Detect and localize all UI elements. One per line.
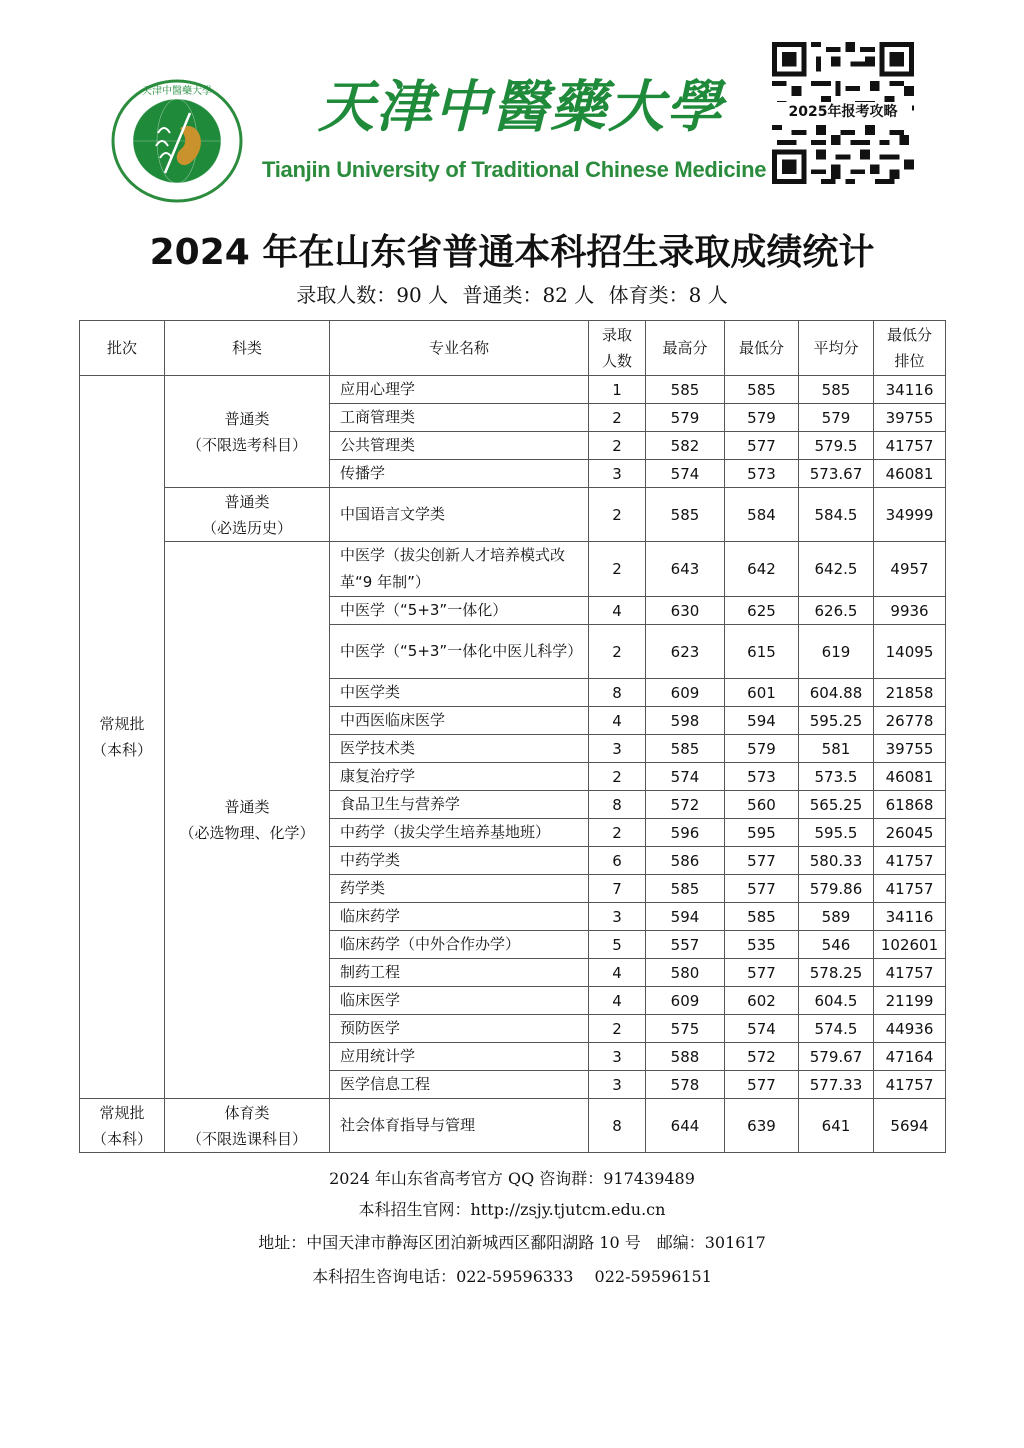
major-name: 预防医学 (330, 1015, 589, 1043)
category-cell-sports (165, 1099, 330, 1153)
major-name: 公共管理类 (330, 432, 589, 460)
avg-score: 574.5 (799, 1015, 874, 1043)
avg-score: 578.25 (799, 959, 874, 987)
header-batch: 批次 (80, 321, 165, 376)
min-score: 577 (725, 959, 799, 987)
max-score: 585 (646, 875, 725, 903)
min-score: 642 (725, 542, 799, 597)
header-category: 科类 (165, 321, 330, 376)
group-label: 体育类 (224, 1103, 270, 1122)
max-score: 574 (646, 460, 725, 488)
admitted-count: 2 (589, 625, 646, 679)
min-score: 574 (725, 1015, 799, 1043)
min-score: 639 (725, 1099, 799, 1153)
max-score: 609 (646, 679, 725, 707)
min-score: 572 (725, 1043, 799, 1071)
category-cell-general-unrestricted (165, 376, 330, 488)
page-title: 2024 年在山东省普通本科招生录取成绩统计 (149, 232, 875, 273)
max-score: 594 (646, 903, 725, 931)
max-score: 582 (646, 432, 725, 460)
min-score: 535 (725, 931, 799, 959)
admitted-count: 2 (589, 1015, 646, 1043)
major-name: 中医学（“5+3”一体化中医儿科学） (330, 625, 589, 679)
max-score: 643 (646, 542, 725, 597)
category-cell-general-history (165, 488, 330, 542)
avg-score: 584.5 (799, 488, 874, 542)
major-name: 康复治疗学 (330, 763, 589, 791)
max-score: 574 (646, 763, 725, 791)
max-score: 578 (646, 1071, 725, 1099)
brand-name-english: Tianjin University of Traditional Chinese Medicine (262, 157, 767, 182)
brand-name-chinese: 天津中醫藥大學 (318, 74, 724, 140)
min-score-rank: 46081 (874, 763, 946, 791)
max-score: 609 (646, 987, 725, 1015)
avg-score: 589 (799, 903, 874, 931)
min-score: 585 (725, 903, 799, 931)
major-name: 中医学（拔尖创新人才培养模式改革“9 年制”） (330, 542, 589, 597)
avg-score: 579.5 (799, 432, 874, 460)
table-row (80, 542, 946, 597)
min-score: 577 (725, 875, 799, 903)
major-name: 应用统计学 (330, 1043, 589, 1071)
admitted-count: 1 (589, 376, 646, 404)
admitted-count: 3 (589, 1071, 646, 1099)
min-score-rank: 26778 (874, 707, 946, 735)
admitted-count: 4 (589, 707, 646, 735)
min-score-rank: 39755 (874, 735, 946, 763)
admitted-count: 3 (589, 460, 646, 488)
group-sublabel: （不限选课科目） (186, 1129, 307, 1148)
min-score-rank: 41757 (874, 875, 946, 903)
max-score: 586 (646, 847, 725, 875)
avg-score: 577.33 (799, 1071, 874, 1099)
admitted-count: 6 (589, 847, 646, 875)
admission-score-table (79, 320, 946, 1153)
footer-qq-group: 2024 年山东省高考官方 QQ 咨询群：917439489 (329, 1169, 695, 1188)
avg-score: 619 (799, 625, 874, 679)
group-sublabel: （不限选考科目） (186, 435, 307, 454)
min-score: 595 (725, 819, 799, 847)
max-score: 644 (646, 1099, 725, 1153)
min-score: 584 (725, 488, 799, 542)
min-score: 573 (725, 763, 799, 791)
header-avg-score: 平均分 (799, 321, 874, 376)
avg-score: 604.5 (799, 987, 874, 1015)
max-score: 630 (646, 597, 725, 625)
table-header-row (80, 321, 946, 376)
header-max-score: 最高分 (646, 321, 725, 376)
max-score: 588 (646, 1043, 725, 1071)
max-score: 623 (646, 625, 725, 679)
max-score: 598 (646, 707, 725, 735)
min-score-rank: 4957 (874, 542, 946, 597)
avg-score: 642.5 (799, 542, 874, 597)
min-score-rank: 5694 (874, 1099, 946, 1153)
major-name: 临床药学 (330, 903, 589, 931)
min-score-rank: 44936 (874, 1015, 946, 1043)
admitted-count: 2 (589, 763, 646, 791)
max-score: 575 (646, 1015, 725, 1043)
group-sublabel: （必选历史） (201, 518, 292, 537)
min-score: 560 (725, 791, 799, 819)
major-name: 中医学类 (330, 679, 589, 707)
major-name: 医学信息工程 (330, 1071, 589, 1099)
header-count: 录取 人数 (589, 321, 646, 376)
admitted-count: 2 (589, 819, 646, 847)
min-score: 577 (725, 1071, 799, 1099)
min-score-rank: 26045 (874, 819, 946, 847)
batch-cell-regular-sports (80, 1099, 165, 1153)
footer-phone: 本科招生咨询电话：022-59596333 022-59596151 (312, 1267, 712, 1286)
min-score-rank: 34999 (874, 488, 946, 542)
batch-cell-regular (80, 376, 165, 1099)
avg-score: 595.5 (799, 819, 874, 847)
min-score-rank: 21199 (874, 987, 946, 1015)
admitted-count: 8 (589, 1099, 646, 1153)
major-name: 临床医学 (330, 987, 589, 1015)
group-label: 普通类 (224, 492, 270, 511)
admitted-count: 8 (589, 791, 646, 819)
min-score-rank: 61868 (874, 791, 946, 819)
max-score: 580 (646, 959, 725, 987)
group-label: 常规批 (99, 715, 145, 733)
summary-sports: 体育类：8 人 (608, 283, 728, 307)
major-name: 药学类 (330, 875, 589, 903)
footer-website: 本科招生官网：http://zsjy.tjutcm.edu.cn (358, 1200, 666, 1219)
avg-score: 626.5 (799, 597, 874, 625)
summary-general: 普通类：82 人 (462, 283, 595, 307)
header-min-score: 最低分 (725, 321, 799, 376)
admitted-count: 4 (589, 987, 646, 1015)
avg-score: 579 (799, 404, 874, 432)
major-name: 中医学（“5+3”一体化） (330, 597, 589, 625)
group-sublabel: （本科） (91, 1129, 152, 1148)
admitted-count: 7 (589, 875, 646, 903)
header-min-rank: 最低分 排位 (874, 321, 946, 376)
min-score: 625 (725, 597, 799, 625)
min-score-rank: 34116 (874, 376, 946, 404)
admission-summary (0, 281, 1024, 309)
avg-score: 579.86 (799, 875, 874, 903)
max-score: 557 (646, 931, 725, 959)
group-sublabel: （必选物理、化学） (179, 824, 315, 842)
min-score-rank: 41757 (874, 1071, 946, 1099)
major-name: 社会体育指导与管理 (330, 1099, 589, 1153)
min-score-rank: 41757 (874, 847, 946, 875)
min-score-rank: 46081 (874, 460, 946, 488)
table-row (80, 376, 946, 404)
min-score: 585 (725, 376, 799, 404)
group-label: 常规批 (99, 1103, 145, 1122)
group-label: 普通类 (224, 798, 270, 816)
min-score: 579 (725, 735, 799, 763)
avg-score: 595.25 (799, 707, 874, 735)
min-score: 577 (725, 847, 799, 875)
table-row (80, 1099, 946, 1153)
header-major: 专业名称 (330, 321, 589, 376)
min-score: 573 (725, 460, 799, 488)
min-score-rank: 41757 (874, 432, 946, 460)
admitted-count: 2 (589, 488, 646, 542)
major-name: 传播学 (330, 460, 589, 488)
logo-top-text: 天津中醫藥大學 (142, 86, 212, 97)
min-score-rank: 34116 (874, 903, 946, 931)
max-score: 579 (646, 404, 725, 432)
avg-score: 579.67 (799, 1043, 874, 1071)
major-name: 临床药学（中外合作办学） (330, 931, 589, 959)
min-score-rank: 47164 (874, 1043, 946, 1071)
max-score: 572 (646, 791, 725, 819)
group-sublabel: （本科） (91, 741, 152, 759)
min-score: 601 (725, 679, 799, 707)
avg-score: 641 (799, 1099, 874, 1153)
major-name: 医学技术类 (330, 735, 589, 763)
avg-score: 580.33 (799, 847, 874, 875)
min-score-rank: 39755 (874, 404, 946, 432)
min-score-rank: 14095 (874, 625, 946, 679)
major-name: 中药学类 (330, 847, 589, 875)
avg-score: 581 (799, 735, 874, 763)
max-score: 596 (646, 819, 725, 847)
admitted-count: 2 (589, 432, 646, 460)
min-score: 577 (725, 432, 799, 460)
major-name: 中西医临床医学 (330, 707, 589, 735)
admitted-count: 3 (589, 735, 646, 763)
max-score: 585 (646, 488, 725, 542)
avg-score: 565.25 (799, 791, 874, 819)
avg-score: 573.5 (799, 763, 874, 791)
admitted-count: 4 (589, 959, 646, 987)
avg-score: 573.67 (799, 460, 874, 488)
min-score: 615 (725, 625, 799, 679)
max-score: 585 (646, 376, 725, 404)
major-name: 应用心理学 (330, 376, 589, 404)
major-name: 工商管理类 (330, 404, 589, 432)
min-score: 594 (725, 707, 799, 735)
min-score-rank: 102601 (874, 931, 946, 959)
footer-address: 地址：中国天津市静海区团泊新城西区鄱阳湖路 10 号 邮编：301617 (258, 1233, 766, 1252)
qr-label: 2025年报考攻略 (774, 102, 912, 122)
min-score-rank: 41757 (874, 959, 946, 987)
summary-total: 录取人数：90 人 (296, 283, 449, 307)
min-score-rank: 21858 (874, 679, 946, 707)
admitted-count: 2 (589, 542, 646, 597)
min-score: 579 (725, 404, 799, 432)
admitted-count: 3 (589, 903, 646, 931)
category-cell-general-physics-chemistry (165, 542, 330, 1099)
major-name: 中国语言文学类 (330, 488, 589, 542)
max-score: 585 (646, 735, 725, 763)
admitted-count: 3 (589, 1043, 646, 1071)
min-score: 602 (725, 987, 799, 1015)
major-name: 制药工程 (330, 959, 589, 987)
admitted-count: 5 (589, 931, 646, 959)
table-row (80, 488, 946, 542)
admitted-count: 4 (589, 597, 646, 625)
major-name: 中药学（拔尖学生培养基地班） (330, 819, 589, 847)
min-score-rank: 9936 (874, 597, 946, 625)
university-logo (110, 78, 244, 204)
admitted-count: 2 (589, 404, 646, 432)
avg-score: 604.88 (799, 679, 874, 707)
group-label: 普通类 (224, 409, 270, 428)
avg-score: 585 (799, 376, 874, 404)
major-name: 食品卫生与营养学 (330, 791, 589, 819)
avg-score: 546 (799, 931, 874, 959)
admitted-count: 8 (589, 679, 646, 707)
